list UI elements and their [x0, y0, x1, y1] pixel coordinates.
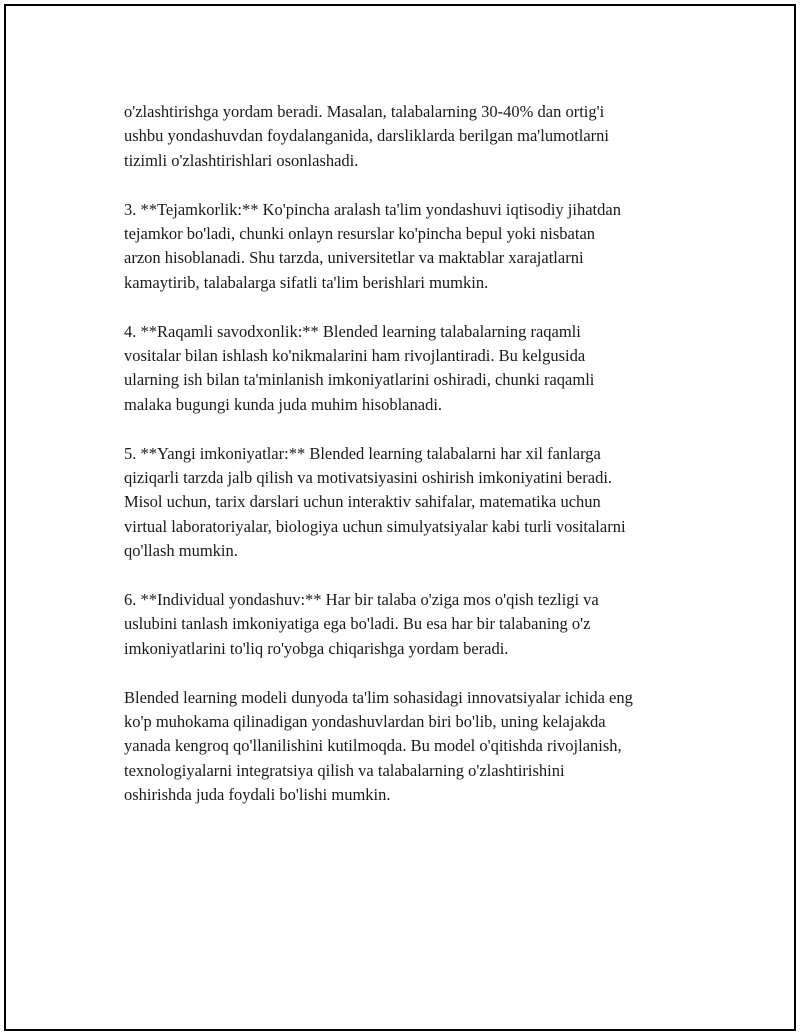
paragraph-continuation: o'zlashtirishga yordam beradi. Masalan, talabalarning 30-40% dan ortig'i ushbu yondashuvdan foydalanganida, darsliklarda berilgan ma'lumotlarni tizimli o'zlashtirishlari osonlashadi.: [124, 102, 610, 170]
paragraph-item-6: 6. **Individual yondashuv:** Har bir talaba o'ziga mos o'qish tezligi va uslubini tanlash imkoniyatiga ega bo'ladi. Bu esa har bir talabaning o'z imkoniyatlarini to'liq ro'yobga chiqarishga yordam beradi.: [124, 590, 599, 658]
paragraph-conclusion: Blended learning modeli dunyoda ta'lim sohasidagi innovatsiyalar ichida eng ko'p muhokama qilinadigan yondashuvlardan biri bo'lib, uning kelajakda yanada kengroq qo'llanilishini kutilmoqda. Bu model o'qitishda rivojlanish, texnologiyalarni integratsiya qilish va talabalarning o'zlashtirishini oshirishda juda foydali bo'lishi mumkin.: [124, 687, 633, 805]
document-body: [124, 100, 704, 832]
page-frame: [4, 4, 796, 1031]
paragraph-item-3: 3. **Tejamkorlik:** Ko'pincha aralash ta'lim yondashuvi iqtisodiy jihatdan tejamkor bo'ladi, chunki onlayn resurslar ko'pincha bepul yoki nisbatan arzon hisoblanadi. Shu tarzda, universitetlar va maktablar xarajatlarni kamaytirib, talabalarga sifatli ta'lim berishlari mumkin.: [124, 199, 621, 292]
paragraph-item-4: 4. **Raqamli savodxonlik:** Blended learning talabalarning raqamli vositalar bilan ishlash ko'nikmalarini ham rivojlantiradi. Bu kelgusida ularning ish bilan ta'minlanish imkoniyatlarini oshiradi, chunki raqamli malaka bugungi kunda juda muhim hisoblanadi.: [124, 321, 595, 414]
paragraph-item-5: 5. **Yangi imkoniyatlar:** Blended learning talabalarni har xil fanlarga qiziqarli tarzda jalb qilish va motivatsiyasini oshirish imkoniyatini beradi. Misol uchun, tarix darslari uchun interaktiv sahifalar, matematika uchun virtual laboratoriyalar, biologiya uchun simulyatsiyalar kabi turli vositalarni qo'llash mumkin.: [124, 443, 626, 561]
